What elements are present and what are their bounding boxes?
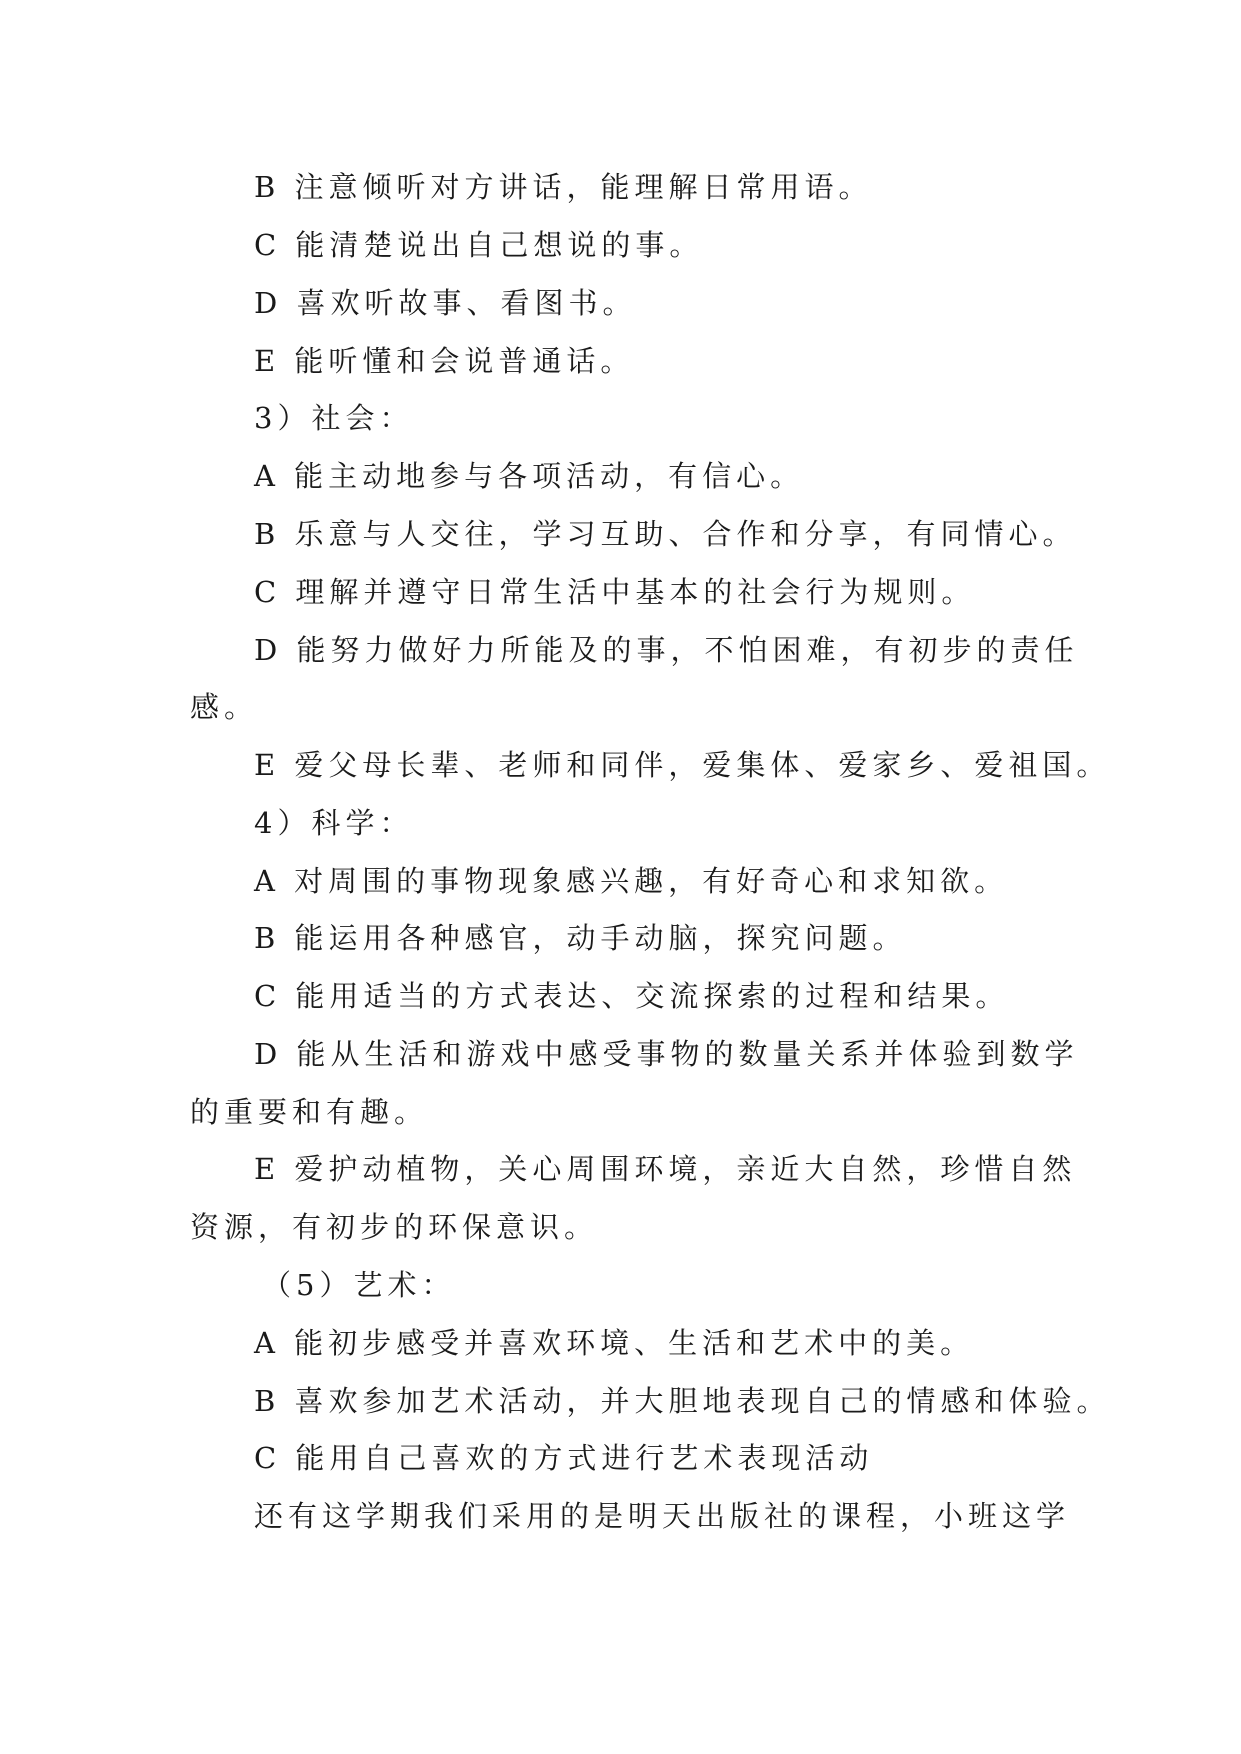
science-goal-e-continued: 资源，有初步的环保意识。 (190, 1210, 599, 1244)
section-heading-art: （5）艺术： (262, 1268, 456, 1302)
language-goal-e: E 能听懂和会说普通话。 (254, 344, 635, 378)
social-goal-d: D 能努力做好力所能及的事，不怕困难，有初步的责任 (254, 633, 1079, 667)
science-goal-d-continued: 的重要和有趣。 (190, 1095, 429, 1129)
art-goal-a: A 能初步感受并喜欢环境、生活和艺术中的美。 (254, 1326, 975, 1360)
art-goal-b: B 喜欢参加艺术活动，并大胆地表现自己的情感和体验。 (254, 1384, 1111, 1418)
language-goal-b: B 注意倾听对方讲话，能理解日常用语。 (254, 170, 873, 204)
science-goal-c: C 能用适当的方式表达、交流探索的过程和结果。 (254, 979, 1010, 1013)
language-goal-c: C 能清楚说出自己想说的事。 (254, 228, 704, 262)
art-goal-c: C 能用自己喜欢的方式进行艺术表现活动 (254, 1441, 874, 1475)
section-heading-science: 4）科学： (254, 806, 414, 840)
curriculum-paragraph: 还有这学期我们采用的是明天出版社的课程，小班这学 (254, 1499, 1071, 1533)
science-goal-d: D 能从生活和游戏中感受事物的数量关系并体验到数学 (254, 1037, 1079, 1071)
science-goal-b: B 能运用各种感官，动手动脑，探究问题。 (254, 921, 907, 955)
social-goal-b: B 乐意与人交往，学习互助、合作和分享，有同情心。 (254, 517, 1077, 551)
social-goal-c: C 理解并遵守日常生活中基本的社会行为规则。 (254, 575, 976, 609)
social-goal-a: A 能主动地参与各项活动，有信心。 (254, 459, 805, 493)
science-goal-a: A 对周围的事物现象感兴趣，有好奇心和求知欲。 (254, 864, 1009, 898)
language-goal-d: D 喜欢听故事、看图书。 (254, 286, 637, 320)
science-goal-e: E 爱护动植物，关心周围环境，亲近大自然，珍惜自然 (254, 1152, 1077, 1186)
social-goal-d-continued: 感。 (190, 690, 259, 724)
section-heading-social: 3）社会： (254, 401, 414, 435)
social-goal-e: E 爱父母长辈、老师和同伴，爱集体、爱家乡、爱祖国。 (254, 748, 1111, 782)
